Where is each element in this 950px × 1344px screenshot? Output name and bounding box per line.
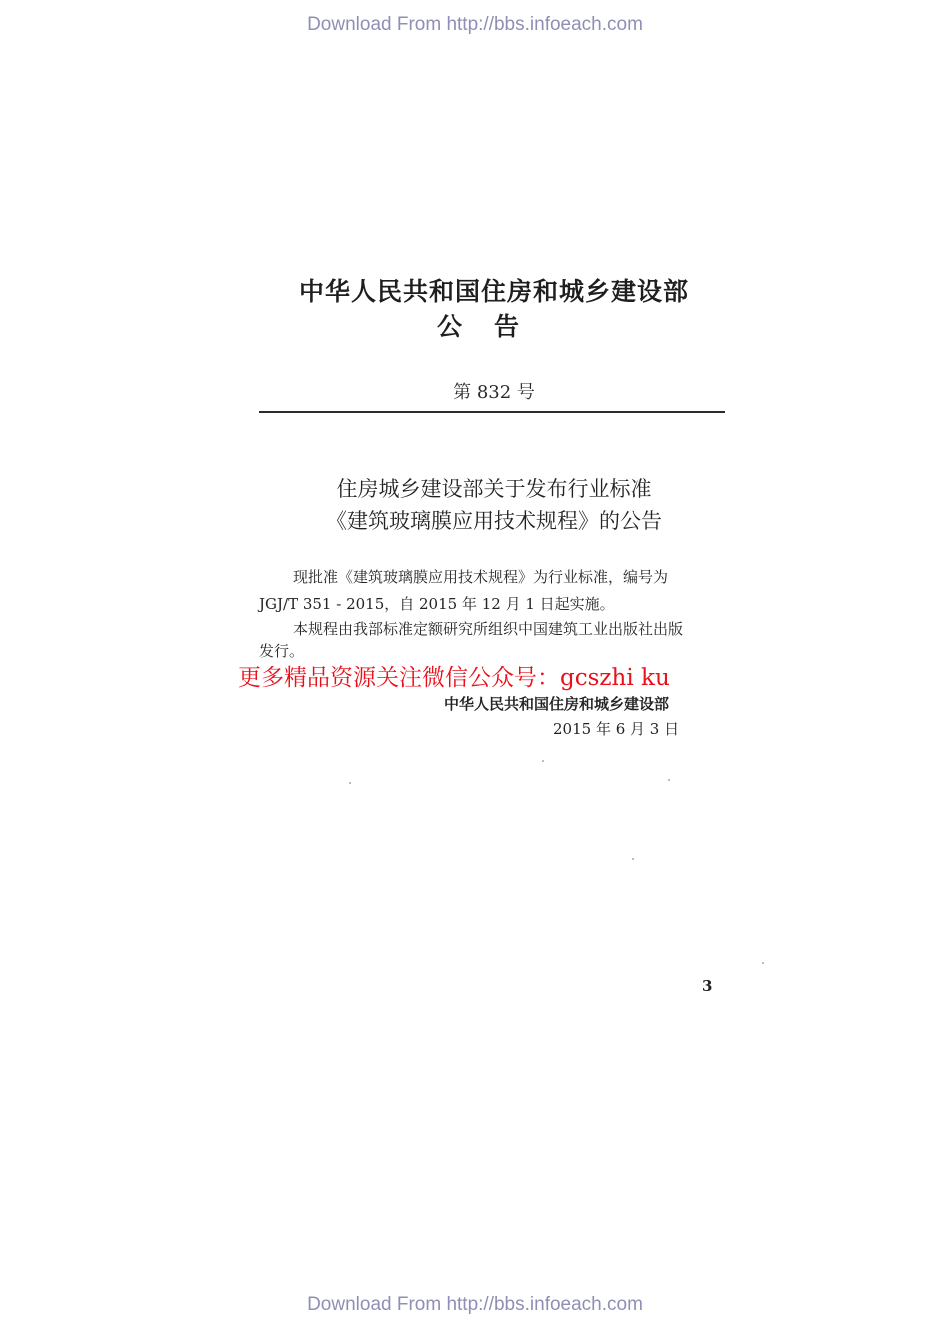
signature-date: 2015 年 6 月 3 日 xyxy=(553,720,680,738)
scan-speck xyxy=(632,858,634,860)
download-watermark-top: Download From http://bbs.infoeach.com xyxy=(307,14,643,35)
scan-speck xyxy=(542,760,544,762)
issuer-title: 中华人民共和国住房和城乡建设部 xyxy=(298,277,689,306)
document-type-heading: 公告 xyxy=(436,312,551,341)
download-watermark-bottom: Download From http://bbs.infoeach.com xyxy=(307,1294,643,1315)
wechat-promo-overlay: 更多精品资源关注微信公众号：gcszhi ku xyxy=(238,665,670,691)
subject-line-1: 住房城乡建设部关于发布行业标准 xyxy=(336,477,652,501)
body-paragraph-2-line-1: 本规程由我部标准定额研究所组织中国建筑工业出版社出版 xyxy=(293,620,684,638)
header-divider xyxy=(259,411,725,413)
signature-organization: 中华人民共和国住房和城乡建设部 xyxy=(444,695,670,713)
scan-speck xyxy=(349,782,351,784)
body-paragraph-1-line-1: 现批准《建筑玻璃膜应用技术规程》为行业标准，编号为 xyxy=(293,568,669,586)
announcement-number: 第 832 号 xyxy=(453,382,535,403)
page-number: 3 xyxy=(702,977,713,995)
body-paragraph-2-line-2: 发行。 xyxy=(259,642,305,660)
subject-line-2: 《建筑玻璃膜应用技术规程》的公告 xyxy=(326,509,662,533)
scan-speck xyxy=(762,962,764,964)
scan-speck xyxy=(668,779,670,781)
body-paragraph-1-line-2: JGJ/T 351 - 2015，自 2015 年 12 月 1 日起实施。 xyxy=(259,595,615,613)
